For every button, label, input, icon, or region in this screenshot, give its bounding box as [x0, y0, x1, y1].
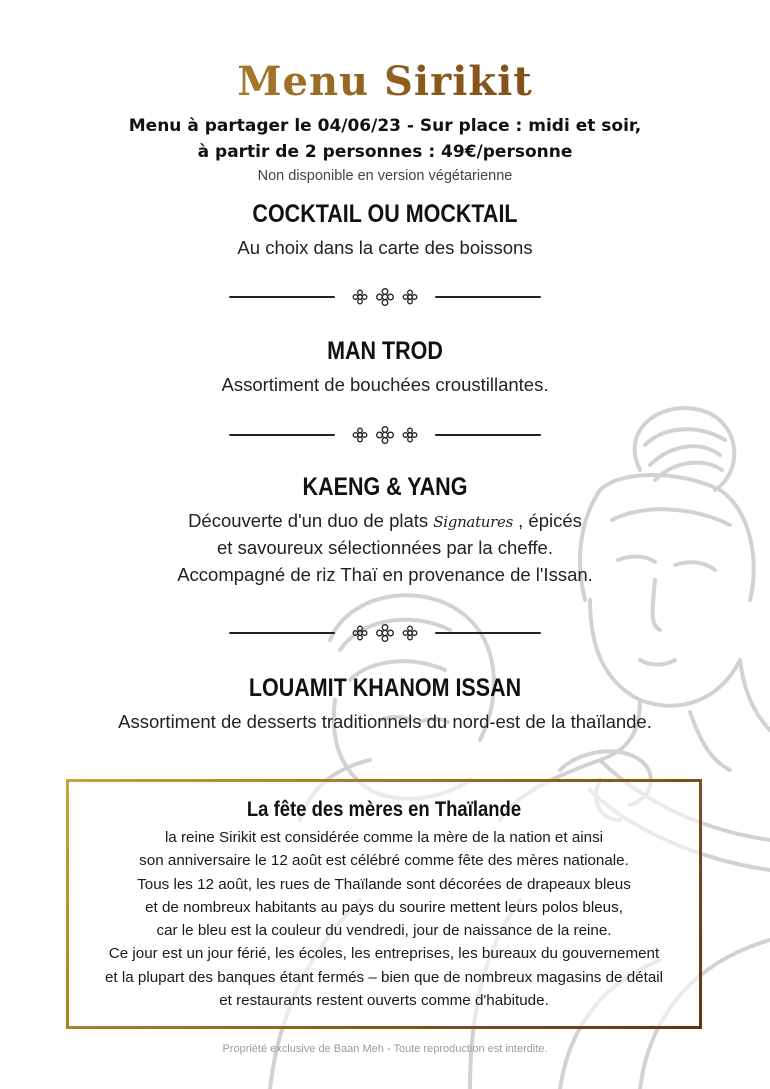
- info-line: la reine Sirikit est considérée comme la mère de la nation et ainsi: [164, 829, 604, 846]
- info-line: et restaurants restent ouverts comme d'habitude.: [219, 992, 549, 1010]
- info-line: car le bleu est la couleur du vendredi, jour de naissance de la reine.: [156, 922, 612, 940]
- section-divider: [225, 290, 545, 304]
- section-desc-kaeng-yang-line2: et savoureux sélectionnées par la cheffe.: [217, 537, 553, 558]
- vegetarian-note: Non disponible en version végétarienne: [257, 168, 513, 184]
- section-desc-kaeng-yang-line1: [0, 507, 770, 536]
- desc-text: , épicés: [513, 510, 582, 531]
- section-title-kaeng-yang: KAENG & YANG: [302, 473, 468, 501]
- menu-subtitle-line2: à partir de 2 personnes : 49€/personne: [197, 142, 573, 162]
- mothers-day-info-box: [66, 779, 702, 1029]
- section-divider: [225, 428, 545, 442]
- menu-subtitle-line1: Menu à partager le 04/06/23 - Sur place : midi et soir,: [128, 116, 642, 136]
- section-divider: [225, 626, 545, 640]
- flower-ornament-icon: [335, 425, 435, 445]
- menu-title: Menu Sirikit: [0, 58, 770, 105]
- section-title-louamit: LOUAMIT KHANOM ISSAN: [248, 674, 522, 702]
- section-desc-cocktail: Au choix dans la carte des boissons: [237, 237, 533, 258]
- flower-ornament-icon: [335, 287, 435, 307]
- info-box-text: [69, 826, 699, 1012]
- info-line: son anniversaire le 12 août est célébré comme fête des mères nationale.: [139, 852, 629, 870]
- section-desc-louamit: Assortiment de desserts traditionnels du nord-est de la thaïlande.: [118, 711, 652, 732]
- section-title-cocktail: COCKTAIL OU MOCKTAIL: [252, 200, 518, 228]
- info-line: Ce jour est un jour férié, les écoles, les entreprises, les bureaux du gouvernement: [108, 945, 660, 963]
- info-line: et la plupart des banques étant fermés – bien que de nombreux magasins de détail: [104, 968, 664, 986]
- flower-ornament-icon: [335, 623, 435, 643]
- info-line: et de nombreux habitants au pays du sourire mettent leurs polos bleus,: [145, 898, 623, 916]
- signature-word: Signatures: [433, 513, 514, 531]
- info-line: Tous les 12 août, les rues de Thaïlande sont décorées de drapeaux bleus: [137, 875, 631, 893]
- section-desc-man-trod: Assortiment de bouchées croustillantes.: [221, 374, 549, 395]
- info-box-title: La fête des mères en Thaïlande: [246, 798, 522, 821]
- section-desc-kaeng-yang-line3: Accompagné de riz Thaï en provenance de l'Issan.: [177, 564, 593, 585]
- copyright-footer: Propriété exclusive de Baan Meh - Toute reproduction est interdite.: [222, 1043, 548, 1055]
- desc-text: Découverte d'un duo de plats: [188, 510, 434, 531]
- section-title-man-trod: MAN TROD: [327, 337, 443, 365]
